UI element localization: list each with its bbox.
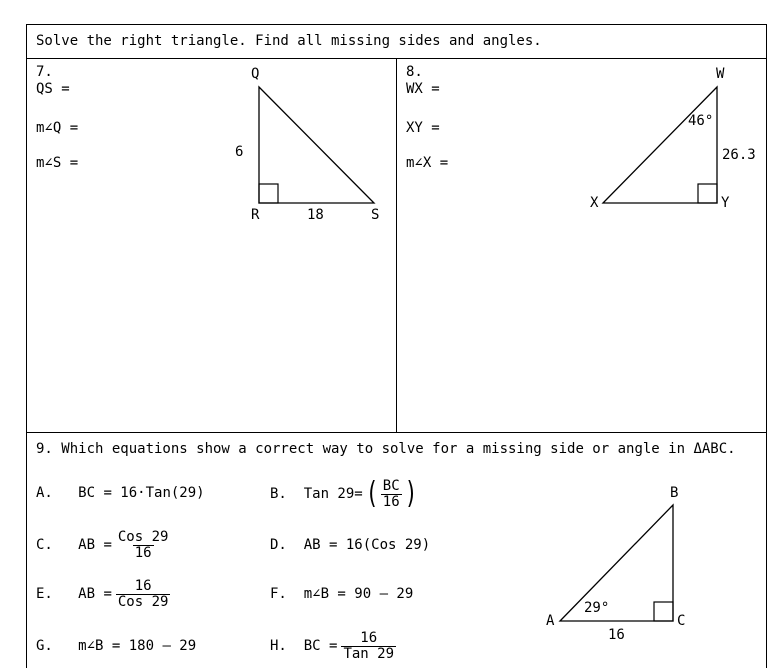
option-d-expression: AB = 16(Cos 29) <box>303 537 431 553</box>
label-w: W <box>716 66 725 82</box>
instruction-text: Solve the right triangle. Find all missing sides and angles. <box>36 33 542 49</box>
angle-s-prompt: m∠S = <box>36 155 79 171</box>
option-h-numerator: 16 <box>360 629 378 646</box>
label-r: R <box>251 207 260 223</box>
option-b-denominator: 16 <box>382 493 400 510</box>
option-e-letter: E. <box>36 586 53 602</box>
option-c-numerator: Cos 29 <box>117 528 169 545</box>
option-c-fraction <box>116 530 171 561</box>
option-e[interactable] <box>36 576 170 612</box>
option-e-lhs: AB = <box>78 586 112 602</box>
triangle-qrs <box>259 87 374 203</box>
option-a-expression: BC = 16·Tan(29) <box>78 485 205 501</box>
option-f-expression: m∠B = 90 – 29 <box>303 586 414 602</box>
option-h-letter: H. <box>270 638 287 654</box>
side-wy-length: 26.3 <box>722 147 756 163</box>
option-h[interactable] <box>270 628 396 664</box>
label-s: S <box>371 207 380 223</box>
option-b[interactable] <box>270 476 420 512</box>
option-b-numerator: BC <box>382 477 400 494</box>
problem-8-number: 8. <box>406 64 423 80</box>
option-f-letter: F. <box>270 586 287 602</box>
option-c-denominator: 16 <box>134 544 152 561</box>
option-c-letter: C. <box>36 537 53 553</box>
xy-prompt: XY = <box>406 120 440 136</box>
problem-9-question: 9. Which equations show a correct way to solve for a missing side or angle in ΔABC. <box>36 441 736 457</box>
option-g-letter: G. <box>36 638 53 654</box>
side-qr-length: 6 <box>235 144 244 160</box>
side-ac-length: 16 <box>608 627 625 643</box>
option-a[interactable] <box>36 485 205 501</box>
right-angle-marker-r <box>259 184 278 203</box>
label-y: Y <box>721 195 730 211</box>
option-h-fraction <box>341 631 396 662</box>
option-c-lhs: AB = <box>78 537 112 553</box>
right-angle-marker-c <box>654 602 673 621</box>
open-paren: ( <box>365 476 379 511</box>
label-b: B <box>670 485 679 501</box>
option-g[interactable] <box>36 638 196 654</box>
option-a-letter: A. <box>36 485 53 501</box>
option-b-fraction <box>381 479 402 510</box>
option-d[interactable] <box>270 537 430 553</box>
side-rs-length: 18 <box>307 207 324 223</box>
option-e-fraction <box>116 579 171 610</box>
problem-7-number: 7. <box>36 64 53 80</box>
option-d-letter: D. <box>270 537 287 553</box>
option-e-denominator: Cos 29 <box>117 593 169 610</box>
angle-q-prompt: m∠Q = <box>36 120 79 136</box>
angle-w-measure: 46° <box>688 113 714 129</box>
option-h-denominator: Tan 29 <box>343 645 395 662</box>
option-g-expression: m∠B = 180 – 29 <box>78 638 197 654</box>
triangle-wxy <box>603 87 717 203</box>
option-b-lhs: Tan 29= <box>303 486 363 502</box>
angle-x-prompt: m∠X = <box>406 155 449 171</box>
option-f[interactable] <box>270 586 413 602</box>
wx-prompt: WX = <box>406 81 440 97</box>
right-angle-marker-y <box>698 184 717 203</box>
label-x: X <box>590 195 599 211</box>
option-b-letter: B. <box>270 486 287 502</box>
label-q: Q <box>251 66 260 82</box>
option-e-numerator: 16 <box>134 577 152 594</box>
angle-a-measure: 29° <box>584 600 610 616</box>
option-c[interactable] <box>36 527 170 563</box>
label-a: A <box>546 613 555 629</box>
label-c: C <box>677 613 686 629</box>
close-paren: ) <box>404 476 418 511</box>
option-h-lhs: BC = <box>303 638 338 654</box>
qs-prompt: QS = <box>36 81 70 97</box>
triangle-abc <box>560 505 673 621</box>
